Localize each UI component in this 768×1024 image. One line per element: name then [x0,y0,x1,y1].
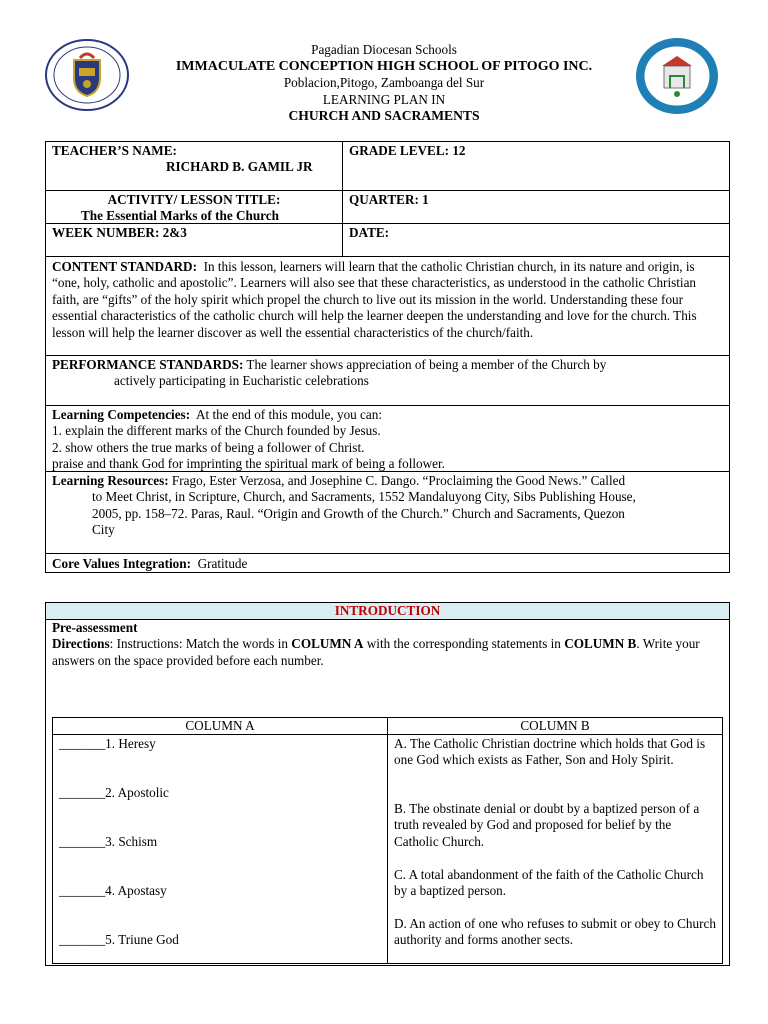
matching-table [52,717,723,964]
statement-b: B. The obstinate denial or doubt by a baptized person of a truth revealed by God and proposed for belief by the Catholic Church. [394,801,700,849]
diocese-name: Pagadian Diocesan Schools [311,42,457,57]
answer-item-2[interactable]: _______2. Apostolic [59,785,169,800]
column-a-cell [53,735,388,964]
performance-label: PERFORMANCE STANDARDS: [52,357,244,372]
week-number: WEEK NUMBER: 2&3 [52,225,187,240]
statement-a: A. The Catholic Christian doctrine which holds that God is one God which exists as Father, Son and Holy Spirit. [394,736,706,768]
document-header [0,42,768,125]
teacher-name-label: TEACHER’S NAME: [52,143,177,158]
content-standard [46,258,729,342]
competencies-intro: At the end of this module, you can: [195,407,383,422]
answer-item-3[interactable]: _______3. Schism [59,834,158,849]
core-values-value: Gratitude [197,556,248,571]
performance-text-1: The learner shows appreciation of being a member of the Church by [246,357,607,372]
competencies-label: Learning Competencies: [52,407,191,422]
competency-item-1: 1. explain the different marks of the Church founded by Jesus. [52,423,381,439]
resources-line-2: to Meet Christ, in Scripture, Church, and Sacraments, 1552 Mandaluyong City, Sibs Publishing House, [92,489,636,505]
school-name: IMMACULATE CONCEPTION HIGH SCHOOL OF PITOGO INC. [175,58,593,74]
answer-item-4[interactable]: _______4. Apostasy [59,883,167,898]
quarter: QUARTER: 1 [349,192,429,207]
statement-d: D. An action of one who refuses to submit or obey to Church authority and forms another sects. [394,916,716,948]
resources-line-3: 2005, pp. 158–72. Paras, Raul. “Origin and Growth of the Church.” Church and Sacraments, Quezon [92,505,625,521]
info-grid [45,141,730,257]
introduction-heading: INTRODUCTION [45,602,730,620]
answer-item-1[interactable]: _______1. Heresy [59,736,156,751]
column-b-header: COLUMN B [388,718,723,735]
grade-level: GRADE LEVEL: 12 [349,143,466,158]
learning-competencies [46,406,729,474]
statement-c: C. A total abandonment of the faith of the Catholic Church by a baptized person. [394,867,704,899]
competency-item-3: praise and thank God for imprinting the spiritual mark of being a follower. [52,456,445,472]
resources-label: Learning Resources: [52,473,169,488]
directions: Directions: Instructions: Match the words in COLUMN A with the corresponding statements in COLUMN B. Write your answers on the space provided before each number. [52,636,700,668]
performance-text-2: actively participating in Eucharistic celebrations [114,373,369,388]
activity-title-label: ACTIVITY/ LESSON TITLE: [107,192,281,207]
plan-title: LEARNING PLAN IN [322,91,446,107]
answer-item-5[interactable]: _______5. Triune God [59,932,179,947]
school-address: Poblacion,Pitogo, Zamboanga del Sur [283,75,485,90]
performance-standards [46,356,729,374]
column-a-header: COLUMN A [53,718,388,735]
content-standard-text: In this lesson, learners will learn that the catholic Christian church, in its nature and origin, is “one, holy, catholic and apostolic”. Learners will also see that these characteristics, as understood in the catholic Christian faith, are “gifts” of the holy spirit which propel the church to live out its mission in the world. Understanding these four essential characteristics of the catholic church will help the learner deepen the understanding and love for the church. This lesson will help the learner discover as well the essential characteristics of the church/faith. [52,259,697,340]
teacher-name: RICHARD B. GAMIL JR [166,159,313,174]
competency-item-2: 2. show others the true marks of being a follower of Christ. [52,439,365,455]
activity-title: The Essential Marks of the Church [81,208,279,223]
standards-block [45,256,730,573]
core-values [46,555,729,573]
column-b-cell [388,735,723,964]
content-standard-label: CONTENT STANDARD: [52,259,197,274]
subject-title: CHURCH AND SACRAMENTS [288,108,480,123]
learning-resources [46,472,729,540]
date-label: DATE: [349,225,390,240]
resources-line-4: City [92,522,115,538]
resources-line-1: Frago, Ester Verzosa, and Josephine C. Dango. “Proclaiming the Good News.” Called [171,473,626,488]
core-values-label: Core Values Integration: [52,556,191,571]
pre-assessment-title: Pre-assessment [52,620,138,635]
